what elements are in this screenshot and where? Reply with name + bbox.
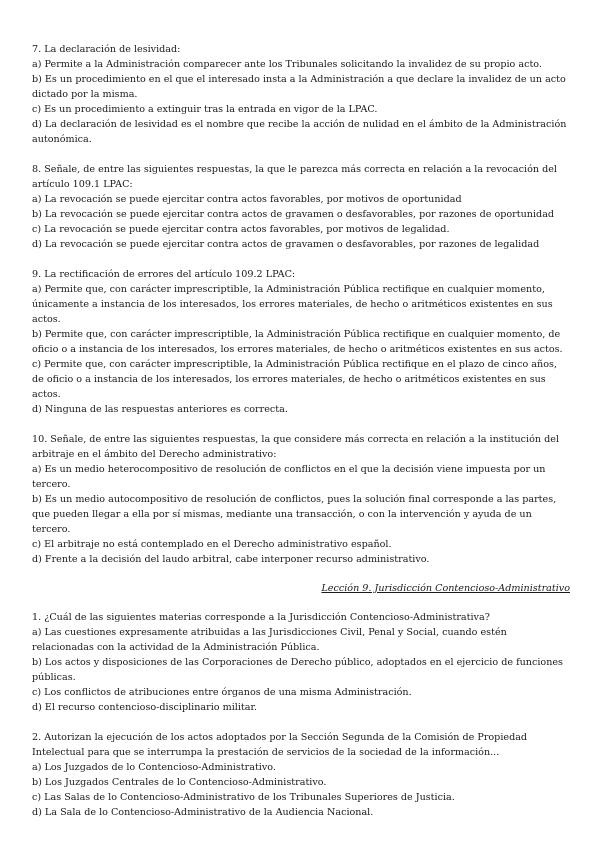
option-b: b) Es un procedimiento en el que el interesado insta a la Administración a que declare la invalidez de un acto dictado por la misma. — [32, 74, 566, 100]
option-b: b) Permite que, con carácter imprescriptible, la Administración Pública rectifique en cualquier momento, de oficio o a instancia de los interesados, los errores materiales, de hecho o aritméticos existentes en sus actos. — [32, 329, 563, 355]
question-9 — [32, 267, 570, 417]
option-c: c) El arbitraje no está contemplado en el Derecho administrativo español. — [32, 539, 392, 550]
question-title: 8. Señale, de entre las siguientes respuestas, la que le parezca más correcta en relación a la revocación del artículo 109.1 LPAC: — [32, 164, 557, 190]
question-10 — [32, 432, 570, 567]
option-d: d) Ninguna de las respuestas anteriores es correcta. — [32, 404, 288, 415]
option-d: d) Frente a la decisión del laudo arbitral, cabe interponer recurso administrativo. — [32, 554, 430, 565]
option-a: a) Es un medio heterocompositivo de resolución de conflictos en el que la decisión viene impuesta por un tercero. — [32, 464, 546, 490]
option-b: b) Los Juzgados Centrales de lo Contencioso-Administrativo. — [32, 777, 327, 788]
question-title: 2. Autorizan la ejecución de los actos adoptados por la Sección Segunda de la Comisión de Propiedad Intelectual para que se interrumpa la prestación de servicios de la sociedad de la información... — [32, 732, 528, 758]
section-title: Lección 9. Jurisdicción Contencioso-Administrativo — [321, 583, 570, 594]
option-d: d) La revocación se puede ejercitar contra actos de gravamen o desfavorables, por razones de legalidad — [32, 239, 540, 250]
option-d: d) La Sala de lo Contencioso-Administrativo de la Audiencia Nacional. — [32, 807, 374, 818]
option-b: b) Es un medio autocompositivo de resolución de conflictos, pues la solución final corresponde a las partes, que pueden llegar a ella por sí mismas, mediante una transacción, o con la intervención y ayuda de un tercero. — [32, 494, 557, 535]
option-d: d) El recurso contencioso-disciplinario militar. — [32, 702, 258, 713]
question-l9-2 — [32, 730, 570, 820]
question-title: 9. La rectificación de errores del artículo 109.2 LPAC: — [32, 269, 296, 280]
option-b: b) Los actos y disposiciones de las Corporaciones de Derecho público, adoptados en el ejercicio de funciones públicas. — [32, 657, 563, 683]
question-7 — [32, 42, 570, 147]
option-c: c) Es un procedimiento a extinguir tras la entrada en vigor de la LPAC. — [32, 104, 378, 115]
question-title: 7. La declaración de lesividad: — [32, 44, 181, 55]
option-b: b) La revocación se puede ejercitar contra actos de gravamen o desfavorables, por razones de oportunidad — [32, 209, 555, 220]
option-a: a) Las cuestiones expresamente atribuidas a las Jurisdicciones Civil, Penal y Social, cuando estén relacionadas con la actividad de la Administración Pública. — [32, 627, 507, 653]
option-c: c) La revocación se puede ejercitar contra actos favorables, por motivos de legalidad. — [32, 224, 450, 235]
option-d: d) La declaración de lesividad es el nombre que recibe la acción de nulidad en el ámbito de la Administración autonómica. — [32, 119, 567, 145]
option-a: a) Permite a la Administración comparecer ante los Tribunales solicitando la invalidez de su propio acto. — [32, 59, 542, 70]
option-a: a) La revocación se puede ejercitar contra actos favorables, por motivos de oportunidad — [32, 194, 462, 205]
option-a: a) Los Juzgados de lo Contencioso-Administrativo. — [32, 762, 276, 773]
option-a: a) Permite que, con carácter imprescriptible, la Administración Pública rectifique en cualquier momento, únicamente a instancia de los interesados, los errores materiales, de hecho o aritméticos existentes en sus actos. — [32, 284, 553, 325]
question-title: 1. ¿Cuál de las siguientes materias corresponde a la Jurisdicción Contencioso-Administrativa? — [32, 612, 490, 623]
question-8 — [32, 162, 570, 252]
option-c: c) Los conflictos de atribuciones entre órganos de una misma Administración. — [32, 687, 412, 698]
option-c: c) Las Salas de lo Contencioso-Administrativo de los Tribunales Superiores de Justicia. — [32, 792, 455, 803]
option-c: c) Permite que, con carácter imprescriptible, la Administración Pública rectifique en el plazo de cinco años, de oficio o a instancia de los interesados, los errores materiales, de hecho o aritméticos existentes en sus actos. — [32, 359, 557, 400]
question-title: 10. Señale, de entre las siguientes respuestas, la que considere más correcta en relación a la institución del arbitraje en el ámbito del Derecho administrativo: — [32, 434, 559, 460]
question-l9-1 — [32, 610, 570, 715]
